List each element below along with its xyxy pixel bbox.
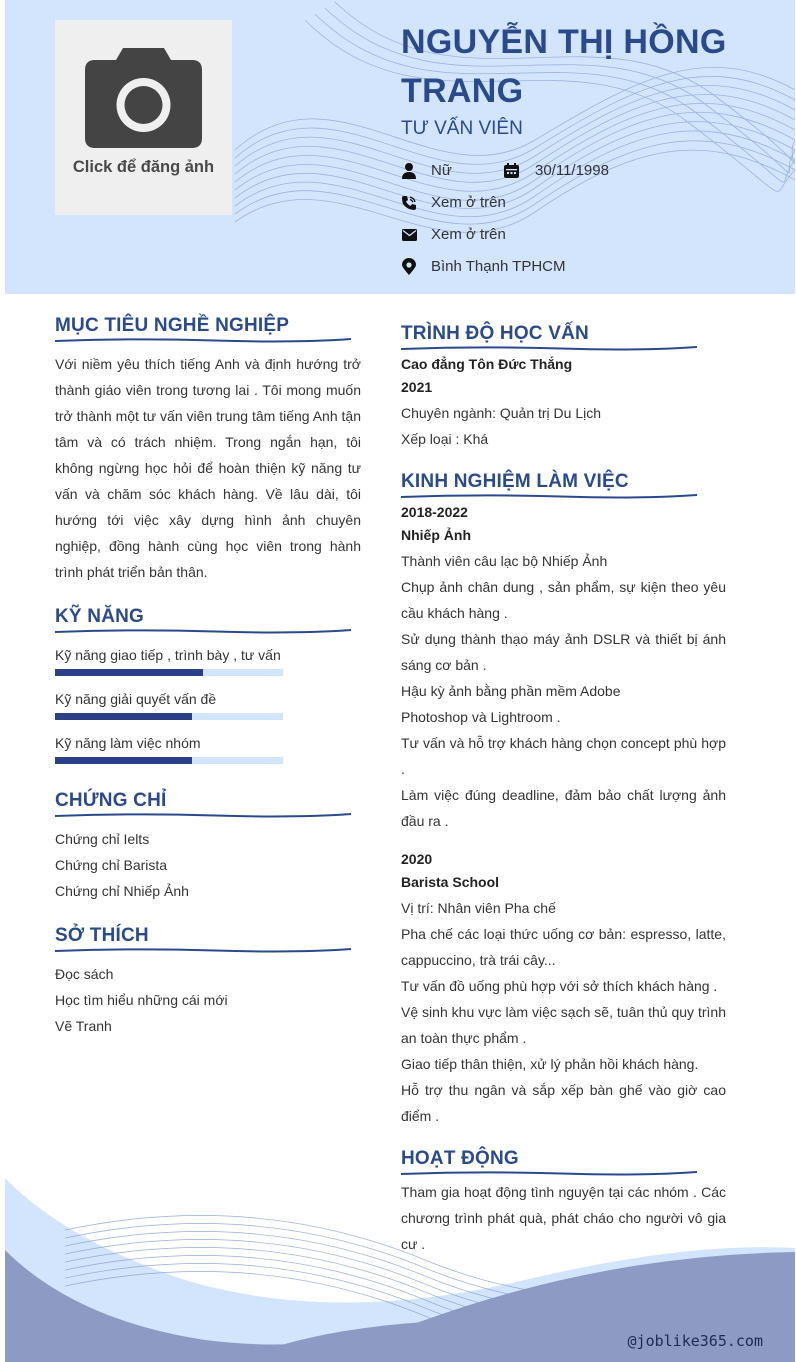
hobby-item: Đọc sách [55, 966, 114, 982]
profile-photo-upload[interactable] [55, 20, 232, 215]
footer-wave-decoration [5, 1150, 795, 1362]
skill-bar-fill [55, 669, 203, 676]
job-detail: Tư vấn và hỗ trợ khách hàng chọn concept phù hợp . [401, 735, 726, 777]
address-value: Bình Thạnh TPHCM [431, 258, 566, 275]
job-detail: Tư vấn đồ uống phù hợp với sở thích khách hàng . [401, 978, 718, 994]
map-pin-icon [401, 259, 417, 275]
phone-value: Xem ở trên [431, 194, 506, 211]
envelope-icon [401, 227, 417, 243]
skill-label: Kỹ năng giao tiếp , trình bày , tư vấn [55, 647, 281, 663]
watermark: @joblike365.com [627, 1332, 763, 1350]
phone-row [401, 194, 506, 211]
skill-bar [55, 713, 283, 720]
header [5, 0, 795, 294]
certificates-heading: CHỨNG CHỈ [55, 790, 167, 811]
job-detail: Chụp ảnh chân dung , sản phẩm, sự kiện theo yêu cầu khách hàng . [401, 579, 726, 621]
cv-page [5, 0, 795, 1362]
objective-text: Với niềm yêu thích tiếng Anh và định hướng trở thành giáo viên trong tương lai . Tôi mong muốn trở thành một tư vấn viên trung tâm tiếng Anh tận tâm và có trách nhiệm. Trong ngắn hạn, tôi không ngừng học hỏi để hoàn thiện kỹ năng tư vấn và chăm sóc khách hàng. Về lâu dài, tôi hướng tới việc xây dựng hình ảnh chuyên nghiệp, đồng hành cùng học viên trong hành trình phát triển bản thân. [55, 356, 361, 580]
education-year: 2021 [401, 379, 433, 395]
job-detail: Thành viên câu lạc bộ Nhiếp Ảnh [401, 553, 608, 569]
objective-heading: MỤC TIÊU NGHỀ NGHIỆP [55, 315, 290, 336]
hobbies-heading-rule [55, 946, 351, 954]
hobbies-heading: SỞ THÍCH [55, 925, 149, 946]
job-detail: Sử dụng thành thạo máy ảnh DSLR và thiết bị ánh sáng cơ bản . [401, 631, 726, 673]
experience-heading: KINH NGHIỆM LÀM VIỆC [401, 471, 629, 492]
skill-bar-fill [55, 757, 192, 764]
certificate-item: Chứng chỉ Ielts [55, 831, 150, 847]
calendar-icon [503, 163, 519, 179]
camera-icon [85, 48, 202, 148]
certificates-heading-rule [55, 811, 351, 819]
email-row [401, 226, 506, 243]
candidate-name: NGUYỄN THỊ HỒNG TRANG [401, 23, 727, 110]
education-heading: TRÌNH ĐỘ HỌC VẤN [401, 323, 589, 344]
gender-row [401, 162, 452, 179]
gender-value: Nữ [431, 162, 452, 179]
hobby-item: Vẽ Tranh [55, 1018, 112, 1034]
education-grade: Xếp loại : Khá [401, 431, 489, 447]
certificate-item: Chứng chỉ Nhiếp Ảnh [55, 883, 189, 899]
job-company: Nhiếp Ảnh [401, 527, 471, 543]
birthday-row [503, 162, 609, 179]
education-major: Chuyên ngành: Quản trị Du Lịch [401, 405, 602, 421]
job-company: Barista School [401, 874, 500, 890]
certificate-item: Chứng chỉ Barista [55, 857, 168, 873]
job-detail: Pha chế các loại thức uống cơ bản: espresso, latte, cappuccino, trà trái cây... [401, 926, 726, 968]
skill-bar [55, 669, 283, 676]
education-heading-rule [401, 344, 697, 352]
photo-upload-label: Click để đăng ảnh [72, 158, 215, 176]
user-icon [401, 163, 417, 179]
experience-heading-rule [401, 492, 697, 500]
skill-bar-fill [55, 713, 192, 720]
education-school: Cao đẳng Tôn Đức Thắng [401, 356, 573, 372]
email-value: Xem ở trên [431, 226, 506, 243]
job-detail: Hỗ trợ thu ngân và sắp xếp bàn ghế vào giờ cao điểm . [401, 1082, 726, 1124]
skill-label: Kỹ năng giải quyết vấn đề [55, 691, 217, 707]
job-period: 2020 [401, 851, 433, 867]
phone-icon [401, 195, 417, 211]
job-detail: Hậu kỳ ảnh bằng phần mềm Adobe [401, 683, 621, 699]
job-period: 2018-2022 [401, 504, 468, 520]
skills-heading-rule [55, 627, 351, 635]
job-detail: Làm việc đúng deadline, đảm bảo chất lượng ảnh đầu ra . [401, 787, 726, 829]
hobby-item: Học tìm hiểu những cái mới [55, 992, 228, 1008]
objective-heading-rule [55, 336, 351, 344]
address-row [401, 258, 566, 275]
job-detail: Vị trí: Nhân viên Pha chế [401, 900, 556, 916]
skills-heading: KỸ NĂNG [55, 606, 145, 627]
activities-heading: HOẠT ĐỘNG [401, 1148, 519, 1169]
job-detail: Photoshop và Lightroom . [401, 709, 561, 725]
activities-text: Tham gia hoạt động tình nguyện tại các nhóm . Các chương trình phát quà, phát cháo cho người vô gia cư . [401, 1184, 726, 1252]
skill-bar [55, 757, 283, 764]
job-detail: Vệ sinh khu vực làm việc sạch sẽ, tuân thủ quy trình an toàn thực phẩm . [401, 1004, 726, 1046]
skill-label: Kỹ năng làm việc nhóm [55, 735, 201, 751]
birthday-value: 30/11/1998 [535, 162, 609, 179]
job-detail: Giao tiếp thân thiện, xử lý phản hồi khách hàng. [401, 1056, 699, 1072]
job-title: TƯ VẤN VIÊN [401, 118, 523, 139]
